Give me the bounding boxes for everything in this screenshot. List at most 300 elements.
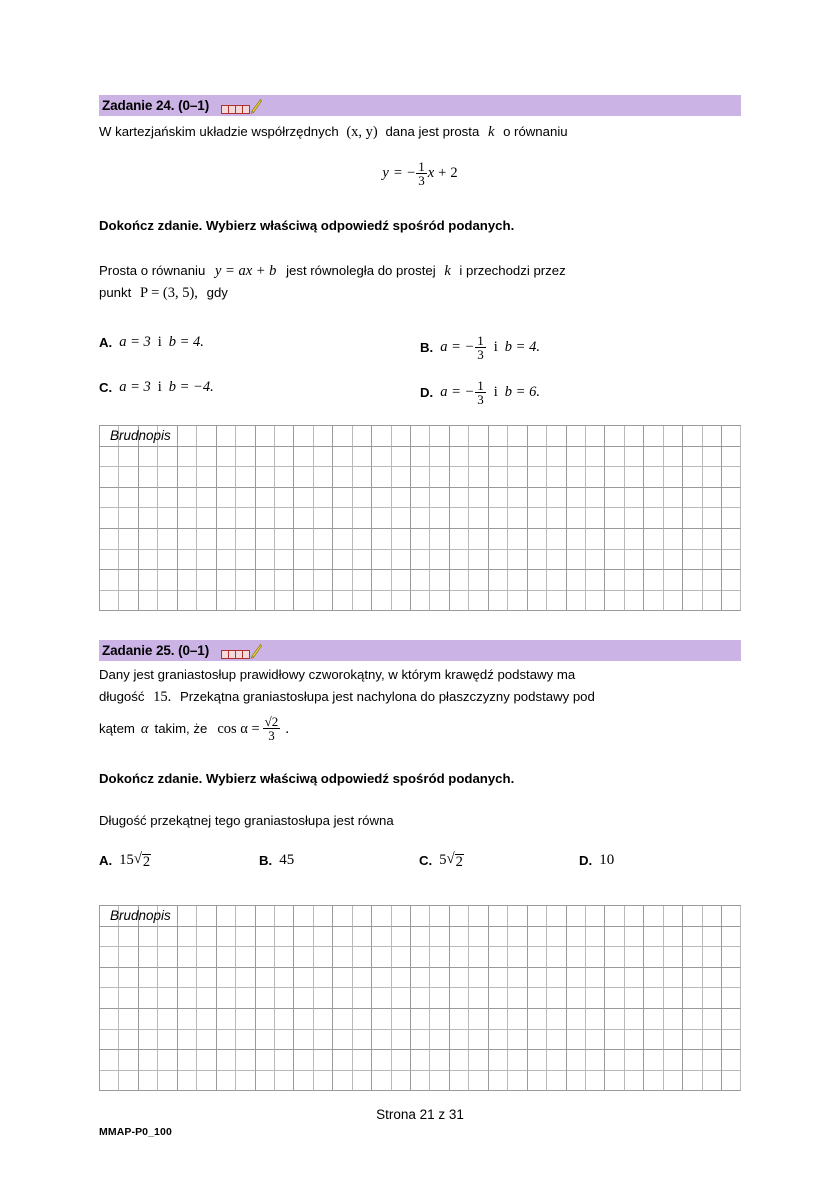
- scratch-grid-cell: [353, 1030, 372, 1051]
- scratch-grid-cell: [294, 467, 313, 488]
- radical-icon: √: [133, 851, 142, 867]
- task-24-option-b-denominator: 3: [477, 346, 484, 362]
- scratch-grid-cell: [294, 508, 313, 529]
- scratch-grid-cell: [547, 968, 566, 989]
- scratch-grid-cell: [528, 447, 547, 468]
- scratch-grid-cell: [605, 488, 624, 509]
- scratch-grid-cell: [197, 988, 216, 1009]
- scratch-grid-cell: [605, 570, 624, 591]
- scratch-grid-cell: [450, 947, 469, 968]
- scratch-grid-cell: [469, 947, 488, 968]
- scratch-grid-cell: [256, 426, 275, 447]
- scratch-grid-cell: [314, 529, 333, 550]
- scratch-grid-cell: [178, 927, 197, 948]
- equation-lhs: y: [382, 165, 389, 182]
- scratch-grid-cell: [567, 467, 586, 488]
- scratch-grid-cell: [158, 488, 177, 509]
- scratch-grid-cell: [644, 927, 663, 948]
- scratch-grid-cell: [489, 447, 508, 468]
- scratch-grid-cell: [139, 508, 158, 529]
- task-25-option-d-label: D.: [579, 853, 593, 868]
- scratch-grid-cell: [294, 1071, 313, 1092]
- scratch-grid-cell: [236, 1050, 255, 1071]
- scratch-grid-cell: [372, 1050, 391, 1071]
- scratch-grid-cell: [722, 550, 741, 571]
- task-25-title: Zadanie 25. (0–1): [102, 643, 210, 658]
- scratch-grid-cell: [683, 1071, 702, 1092]
- scratch-grid-cell: [567, 508, 586, 529]
- scratch-grid-cell: [586, 550, 605, 571]
- scratch-grid-cell: [139, 488, 158, 509]
- scratch-grid-cell: [528, 1009, 547, 1030]
- task-24-option-d-prefix: a = −: [440, 384, 475, 401]
- scratch-grid-cell: [644, 467, 663, 488]
- task-24-option-d[interactable]: [420, 379, 540, 407]
- scratch-grid-cell: [644, 447, 663, 468]
- scratch-grid-cell: [158, 591, 177, 612]
- scratch-grid-cell: [178, 467, 197, 488]
- scratch-grid-cell: [567, 988, 586, 1009]
- scratch-grid-cell: [508, 488, 527, 509]
- scratch-grid-cell: [450, 550, 469, 571]
- scratch-grid-cell: [722, 1050, 741, 1071]
- scratch-grid-cell: [664, 1071, 683, 1092]
- scratch-grid-cell: [100, 1050, 119, 1071]
- scratch-grid-cell: [217, 968, 236, 989]
- task-24-option-d-value: [440, 379, 540, 407]
- task-24-option-c[interactable]: [99, 379, 214, 396]
- task-24-option-a[interactable]: [99, 334, 204, 351]
- scratch-grid-cell: [625, 947, 644, 968]
- scratch-grid-cell: [508, 1009, 527, 1030]
- scratch-grid-cell: [372, 550, 391, 571]
- scratch-grid-cell: [411, 488, 430, 509]
- scratch-grid-cell: [547, 447, 566, 468]
- scratch-grid-cell: [703, 550, 722, 571]
- task-25-option-d[interactable]: [579, 852, 614, 869]
- task-25-option-c-coefficient: 5: [439, 852, 447, 869]
- scratch-grid-cell: [411, 1071, 430, 1092]
- scratch-grid-cell: [703, 1071, 722, 1092]
- scratch-grid-cell: [430, 529, 449, 550]
- scratch-grid-cell: [664, 488, 683, 509]
- scratch-grid-cell: [119, 447, 138, 468]
- scratch-grid-cell: [528, 968, 547, 989]
- scratch-grid-cell: [567, 1009, 586, 1030]
- scratch-grid-cell: [430, 447, 449, 468]
- scratch-grid-cell: [567, 426, 586, 447]
- scratch-grid-cell: [139, 467, 158, 488]
- scratch-grid-cell: [100, 570, 119, 591]
- scratch-grid-cell: [314, 927, 333, 948]
- scratch-grid-row: [100, 550, 741, 571]
- scratch-grid-cell: [489, 426, 508, 447]
- scratch-grid-row: [100, 1050, 741, 1071]
- task-24-equation: [0, 160, 840, 188]
- task-24-stem-line-1: [99, 261, 566, 281]
- scratch-grid-row: [100, 508, 741, 529]
- scratch-grid-cell: [508, 927, 527, 948]
- scratch-grid-cell: [392, 1071, 411, 1092]
- scratch-grid-cell: [217, 447, 236, 468]
- scratch-grid-row: [100, 906, 741, 927]
- scratch-grid-cell: [411, 591, 430, 612]
- scratch-grid-cell: [586, 467, 605, 488]
- scratch-grid-cell: [294, 1050, 313, 1071]
- scratch-grid-cell: [430, 927, 449, 948]
- scratch-grid-cell: [683, 591, 702, 612]
- scratch-grid-cell: [217, 550, 236, 571]
- task-24-option-b-value: [440, 334, 540, 362]
- scratch-grid-cell: [605, 988, 624, 1009]
- scratch-grid-cell: [333, 968, 352, 989]
- scratch-grid-cell: [100, 467, 119, 488]
- scratch-grid-cell: [139, 550, 158, 571]
- task-24-stem-2: jest równoległa do prostej: [286, 263, 436, 278]
- scratch-grid-cell: [683, 467, 702, 488]
- scratch-grid-cell: [469, 1030, 488, 1051]
- scratch-grid-cell: [430, 488, 449, 509]
- scratch-grid-cell: [547, 529, 566, 550]
- scratch-grid-cell: [178, 1050, 197, 1071]
- scratch-grid-cell: [119, 1071, 138, 1092]
- scratch-grid-cell: [567, 488, 586, 509]
- scratch-grid-cell: [567, 529, 586, 550]
- scratch-grid-cell: [567, 570, 586, 591]
- scratch-grid-cell: [236, 1071, 255, 1092]
- scratch-grid-cell: [528, 1071, 547, 1092]
- task-25-cos-expression: cos α =: [217, 720, 260, 737]
- scratch-grid-cell: [411, 570, 430, 591]
- scratch-grid-cell: [392, 1009, 411, 1030]
- scratch-grid-cell: [178, 488, 197, 509]
- scratch-grid-cell: [508, 570, 527, 591]
- task-24-option-b-numerator: 1: [477, 332, 484, 348]
- scratch-grid-cell: [528, 947, 547, 968]
- scratch-grid-cell: [664, 426, 683, 447]
- scratch-grid-cell: [158, 529, 177, 550]
- scratch-grid-cell: [314, 447, 333, 468]
- scratch-grid-cell: [314, 591, 333, 612]
- answer-boxes-pencil-icon: [221, 98, 262, 114]
- scratch-grid-cell: [683, 529, 702, 550]
- scratch-grid-cell: [353, 988, 372, 1009]
- scratch-grid-cell: [605, 1071, 624, 1092]
- scratch-grid-cell: [372, 447, 391, 468]
- scratch-grid-cell: [625, 529, 644, 550]
- scratch-grid-cell: [469, 968, 488, 989]
- scratch-grid-cell: [139, 529, 158, 550]
- scratch-grid-cell: [275, 1071, 294, 1092]
- scratch-grid-cell: [644, 550, 663, 571]
- scratch-grid-cell: [158, 1050, 177, 1071]
- scratch-grid-cell: [236, 1030, 255, 1051]
- task-25-stem: Długość przekątnej tego graniastosłupa jest równa: [99, 813, 394, 828]
- scratch-grid-cell: [372, 988, 391, 1009]
- scratch-grid-cell: [411, 1050, 430, 1071]
- scratch-grid-cell: [450, 1009, 469, 1030]
- task-24-header-band: [99, 95, 741, 116]
- scratch-grid-cell: [100, 488, 119, 509]
- scratch-grid-cell: [430, 570, 449, 591]
- scratch-grid-cell: [178, 988, 197, 1009]
- scratch-grid-cell: [508, 426, 527, 447]
- scratch-grid-cell: [567, 1030, 586, 1051]
- task-25-option-a[interactable]: [99, 852, 151, 870]
- task-25-option-c-sqrt: [446, 852, 463, 870]
- scratch-grid-cell: [178, 906, 197, 927]
- scratch-grid-cell: [119, 1050, 138, 1071]
- scratch-grid-cell: [392, 488, 411, 509]
- scratch-grid-cell: [586, 988, 605, 1009]
- scratch-grid-cell: [605, 508, 624, 529]
- scratch-grid-cell: [644, 529, 663, 550]
- scratch-grid-cell: [217, 467, 236, 488]
- scratch-grid-cell: [683, 927, 702, 948]
- scratch-grid-cell: [119, 488, 138, 509]
- scratch-grid-cell: [275, 550, 294, 571]
- scratch-grid-cell: [100, 1071, 119, 1092]
- task-25-option-a-coefficient: 15: [119, 852, 134, 869]
- scratch-grid-cell: [664, 968, 683, 989]
- scratch-grid-cell: [450, 488, 469, 509]
- scratch-grid-cell: [197, 426, 216, 447]
- scratch-grid-cell: [469, 508, 488, 529]
- scratch-grid-cell: [528, 426, 547, 447]
- scratch-grid-cell: [586, 968, 605, 989]
- scratch-grid-cell: [353, 570, 372, 591]
- scratch-grid-cell: [644, 1030, 663, 1051]
- scratch-grid-cell: [100, 1009, 119, 1030]
- scratch-grid-cell: [547, 1009, 566, 1030]
- scratch-grid-cell: [392, 968, 411, 989]
- scratch-grid-cell: [625, 1030, 644, 1051]
- scratch-grid-cell: [139, 1050, 158, 1071]
- scratch-grid-cell: [314, 488, 333, 509]
- scratch-grid-cell: [605, 1009, 624, 1030]
- task-24-instruction: Dokończ zdanie. Wybierz właściwą odpowiedź spośród podanych.: [99, 218, 515, 233]
- scratch-grid-cell: [547, 1050, 566, 1071]
- scratch-grid-cell: [644, 591, 663, 612]
- scratch-grid-cell: [547, 1071, 566, 1092]
- scratch-grid-cell: [586, 426, 605, 447]
- scratch-grid-cell: [275, 1050, 294, 1071]
- scratch-grid-cell: [411, 529, 430, 550]
- scratch-grid-cell: [100, 529, 119, 550]
- scratch-grid-cell: [411, 508, 430, 529]
- scratch-grid-cell: [275, 529, 294, 550]
- scratch-grid-cell: [158, 947, 177, 968]
- scratch-grid-cell: [489, 927, 508, 948]
- scratch-grid-cell: [275, 1009, 294, 1030]
- scratch-grid-cell: [722, 1030, 741, 1051]
- scratch-grid-cell: [567, 906, 586, 927]
- scratch-grid-cell: [294, 1030, 313, 1051]
- scratch-grid-cell: [547, 570, 566, 591]
- scratch-grid-cell: [703, 529, 722, 550]
- scratch-grid-cell: [217, 906, 236, 927]
- scratch-grid-cell: [353, 968, 372, 989]
- footer-page-number: Strona 21 z 31: [376, 1107, 464, 1122]
- scratch-grid-cell: [411, 467, 430, 488]
- task-24-option-d-numerator: 1: [477, 377, 484, 393]
- scratch-grid-cell: [683, 947, 702, 968]
- scratch-grid-cell: [392, 508, 411, 529]
- footer-document-code: MMAP-P0_100: [99, 1126, 172, 1138]
- scratch-grid-cell: [100, 1030, 119, 1051]
- scratch-grid-cell: [430, 508, 449, 529]
- scratch-grid-cell: [411, 1009, 430, 1030]
- scratch-grid-row: [100, 570, 741, 591]
- scratch-grid-cell: [119, 529, 138, 550]
- scratch-grid-cell: [586, 1050, 605, 1071]
- scratch-grid-cell: [644, 1050, 663, 1071]
- scratch-grid-cell: [703, 570, 722, 591]
- scratch-grid-cell: [158, 508, 177, 529]
- scratch-grid-cell: [119, 947, 138, 968]
- scratch-grid-cell: [703, 968, 722, 989]
- scratch-grid-cell: [683, 426, 702, 447]
- scratch-grid-cell: [722, 988, 741, 1009]
- scratch-grid-cell: [392, 426, 411, 447]
- scratch-grid-cell: [236, 508, 255, 529]
- scratch-grid-cell: [372, 968, 391, 989]
- scratch-grid-cell: [353, 1009, 372, 1030]
- scratch-grid-cell: [372, 570, 391, 591]
- scratch-grid-cell: [158, 467, 177, 488]
- task-25-instruction: Dokończ zdanie. Wybierz właściwą odpowiedź spośród podanych.: [99, 771, 515, 786]
- scratch-grid-cell: [333, 1071, 352, 1092]
- scratch-grid-cell: [586, 1030, 605, 1051]
- scratch-grid-cell: [256, 447, 275, 468]
- scratch-grid-cell: [119, 988, 138, 1009]
- scratch-grid-cell: [450, 906, 469, 927]
- scratch-grid-cell: [333, 550, 352, 571]
- scratch-grid-cell: [236, 947, 255, 968]
- scratch-grid-cell: [703, 447, 722, 468]
- scratch-grid-cell: [703, 426, 722, 447]
- scratch-grid-cell: [178, 550, 197, 571]
- scratch-grid-cell: [372, 529, 391, 550]
- task-24-option-a-value: [119, 334, 204, 351]
- scratch-grid-cell: [256, 927, 275, 948]
- scratch-grid-cell: [294, 927, 313, 948]
- task-25-body-2a: długość: [99, 689, 145, 704]
- scratch-grid-cell: [294, 968, 313, 989]
- scratch-grid-cell: [722, 488, 741, 509]
- task-24-option-b-fraction: [475, 334, 486, 362]
- scratch-grid-row: [100, 1009, 741, 1030]
- task-24-option-d-fraction: [475, 379, 486, 407]
- scratch-grid-cell: [664, 927, 683, 948]
- scratch-grid-cell: [100, 550, 119, 571]
- scratch-grid-cell: [100, 591, 119, 612]
- scratch-grid-cell: [392, 591, 411, 612]
- scratch-grid-cell: [197, 1071, 216, 1092]
- scratch-grid-cell: [392, 927, 411, 948]
- scratch-grid-cell: [119, 508, 138, 529]
- task-25-body-3b: takim, że: [154, 720, 208, 736]
- scratch-grid-cell: [625, 968, 644, 989]
- scratch-grid-cell: [586, 488, 605, 509]
- scratch-grid-cell: [178, 591, 197, 612]
- task-25-option-b[interactable]: [259, 852, 294, 869]
- pencil-icon: [249, 644, 262, 659]
- scratch-grid-cell: [333, 1050, 352, 1071]
- scratch-grid-cell: [664, 508, 683, 529]
- scratch-grid-cell: [333, 570, 352, 591]
- scratch-grid-cell: [314, 947, 333, 968]
- scratch-grid-cell: [567, 447, 586, 468]
- scratch-grid-cell: [605, 906, 624, 927]
- task-24-option-c-value: [119, 379, 214, 396]
- scratch-grid-cell: [605, 467, 624, 488]
- scratch-grid-cell: [528, 906, 547, 927]
- task-24-option-b[interactable]: [420, 334, 540, 362]
- scratch-grid-cell: [547, 550, 566, 571]
- scratch-grid-cell: [489, 550, 508, 571]
- task-25-option-c[interactable]: [419, 852, 464, 870]
- scratch-grid-cell: [722, 947, 741, 968]
- task-24-option-b-suffix: b = 4.: [504, 339, 540, 356]
- scratch-grid-cell: [353, 467, 372, 488]
- scratch-grid-cell: [256, 1009, 275, 1030]
- scratch-grid-cell: [644, 988, 663, 1009]
- scratch-grid-cell: [625, 570, 644, 591]
- scratch-grid-cell: [469, 467, 488, 488]
- scratch-grid-cell: [294, 591, 313, 612]
- scratch-grid-cell: [508, 529, 527, 550]
- scratch-grid-cell: [664, 447, 683, 468]
- scratch-grid-cell: [528, 488, 547, 509]
- scratch-grid-cell: [178, 1009, 197, 1030]
- scratch-grid-cell: [508, 988, 527, 1009]
- scratch-grid-cell: [430, 906, 449, 927]
- scratch-grid-cell: [256, 591, 275, 612]
- scratch-grid-cell: [372, 1009, 391, 1030]
- scratch-grid-row: [100, 591, 741, 612]
- scratch-grid-cell: [625, 488, 644, 509]
- task-25-scratch-grid[interactable]: [99, 905, 741, 1091]
- scratch-grid-cell: [275, 906, 294, 927]
- scratch-grid-cell: [275, 968, 294, 989]
- scratch-grid-cell: [256, 947, 275, 968]
- task-24-stem-5: gdy: [206, 285, 228, 300]
- scratch-grid-cell: [119, 1009, 138, 1030]
- scratch-grid-cell: [703, 927, 722, 948]
- scratch-grid-row: [100, 1071, 741, 1092]
- scratch-grid-cell: [703, 508, 722, 529]
- scratch-grid-cell: [625, 467, 644, 488]
- scratch-grid-cell: [275, 570, 294, 591]
- task-25-option-d-value: 10: [599, 852, 615, 868]
- task-24-option-c-label: C.: [99, 380, 113, 395]
- task-24-option-a-conj: i: [157, 334, 162, 350]
- scratch-grid-cell: [236, 426, 255, 447]
- scratch-grid-cell: [430, 467, 449, 488]
- scratch-grid-cell: [644, 426, 663, 447]
- task-24-scratch-grid[interactable]: [99, 425, 741, 611]
- scratch-grid-row: [100, 529, 741, 550]
- scratch-grid-cell: [430, 591, 449, 612]
- scratch-grid-cell: [664, 906, 683, 927]
- scratch-grid-row: [100, 467, 741, 488]
- scratch-grid-cell: [625, 927, 644, 948]
- scratch-grid-cell: [217, 426, 236, 447]
- scratch-grid-cell: [450, 988, 469, 1009]
- scratch-grid-cell: [256, 488, 275, 509]
- scratch-grid-cell: [217, 591, 236, 612]
